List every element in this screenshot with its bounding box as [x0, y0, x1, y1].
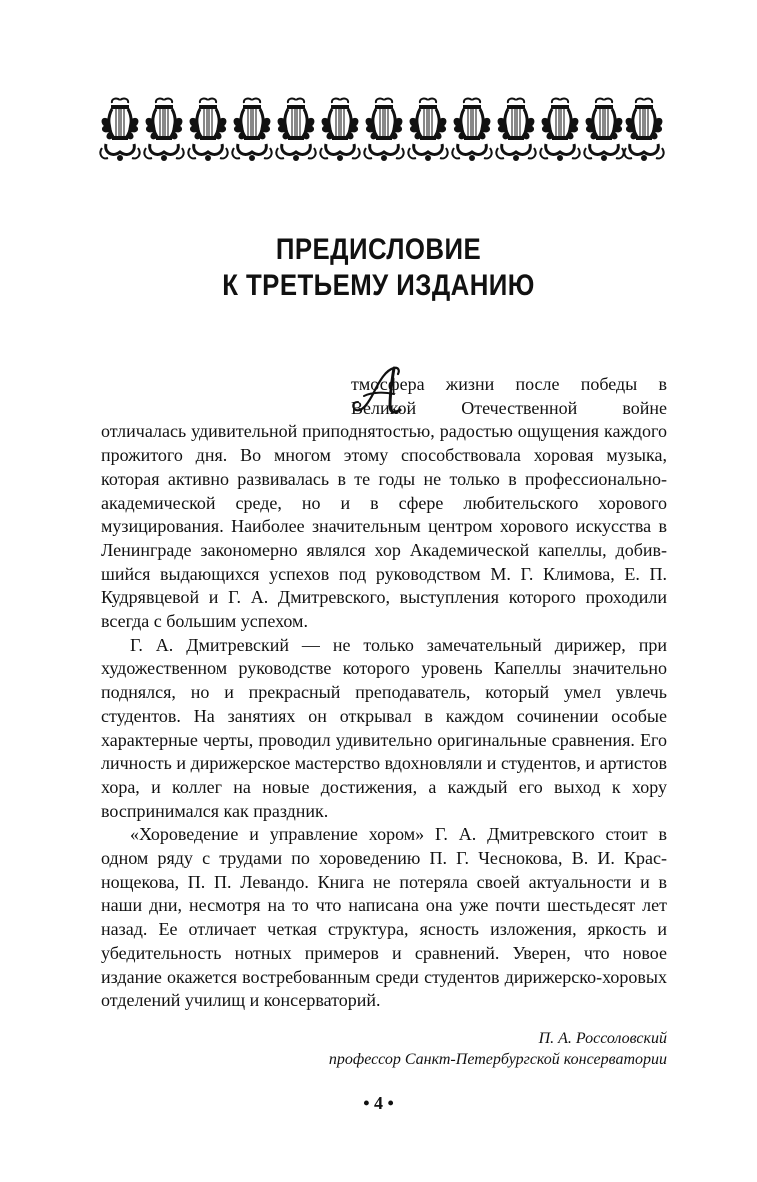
- svg-text:А: А: [350, 362, 351, 363]
- lyre-icon: [496, 99, 535, 161]
- paragraph-3: «Хороведение и управление хором» Г. А. Дмитревского стоит в одном ряду с трудами по хороведению П. Г. Чеснокова, В. И. Краснощекова, П. П. Левандо. Книга не потеряла своей актуальности и в наши дни, несмотря на то что написана она уже почти шестьдесят лет назад. Ее отличает четкая структура, ясность изложения, яркость и убедительность нотных примеров и сравнений. Уверен, что новое издание окажется востребованным среди студентов дирижерско-хоровых отделений училищ и консерваторий.: [101, 824, 667, 1011]
- title-line-2: К ТРЕТЬЕМУ ИЗДАНИЮ: [222, 269, 535, 302]
- author-name: П. А. Россоловский: [538, 1030, 667, 1047]
- lyre-icon: [584, 99, 623, 161]
- lyre-icon: [188, 99, 227, 161]
- lyre-icon: [624, 99, 663, 161]
- lyre-icon: [408, 99, 447, 161]
- lyre-ornament-band: [98, 94, 666, 164]
- lyre-icon: [232, 99, 271, 161]
- signature-block: [329, 1028, 667, 1070]
- dropcap-space: [101, 373, 351, 413]
- lyre-icon: [144, 99, 183, 161]
- lyre-icon: [100, 99, 139, 161]
- lyre-icon: [452, 99, 491, 161]
- lyre-icon: [540, 99, 579, 161]
- page-title: [53, 232, 704, 304]
- lyre-icon: [364, 99, 403, 161]
- lyre-icon: [276, 99, 315, 161]
- page-number: • 4 •: [363, 1093, 394, 1113]
- paragraph-2: Г. А. Дмитревский — не только замечательный дирижер, при художественном руководстве которого уровень Капеллы значительно поднялся, но и прекрасный преподаватель, который умел увлечь студентов. На занятиях он открывал в каждом сочинении особые характерные черты, проводил удивительно оригинальные сравнения. Его личность и дирижерское мастерство вдохновляли и студентов, и артистов хора, и коллег на новые достижения, а каждый его выход к хору воспринимался как праздник.: [101, 634, 667, 821]
- lyre-icon: [320, 99, 359, 161]
- body-text: [101, 373, 667, 1013]
- title-line-1: ПРЕДИСЛОВИЕ: [275, 233, 482, 266]
- author-position: профессор Санкт-Петербургской консерватории: [328, 1051, 667, 1068]
- paragraph-1: [101, 373, 667, 634]
- paragraph-1-text: тмосфера жизни после победы в Великой Отечественной войне отличалась удивительной приподнятостью, радостью ощущения каждого прожитого дня. Во многом этому способствовала хоровая музыка, которая активно развивалась в те годы не только в профессионально-академической среде, но и в сфере любительского хорового музицирования. Наиболее значительным центром хорового искусства в Ленинграде закономерно являлся хор Академической капеллы, добившийся выдающихся успехов под руководством М. Г. Климова, Е. П. Кудрявцевой и Г. А. Дмитревского, выступления которого проходили всегда с большим успехом.: [101, 374, 667, 632]
